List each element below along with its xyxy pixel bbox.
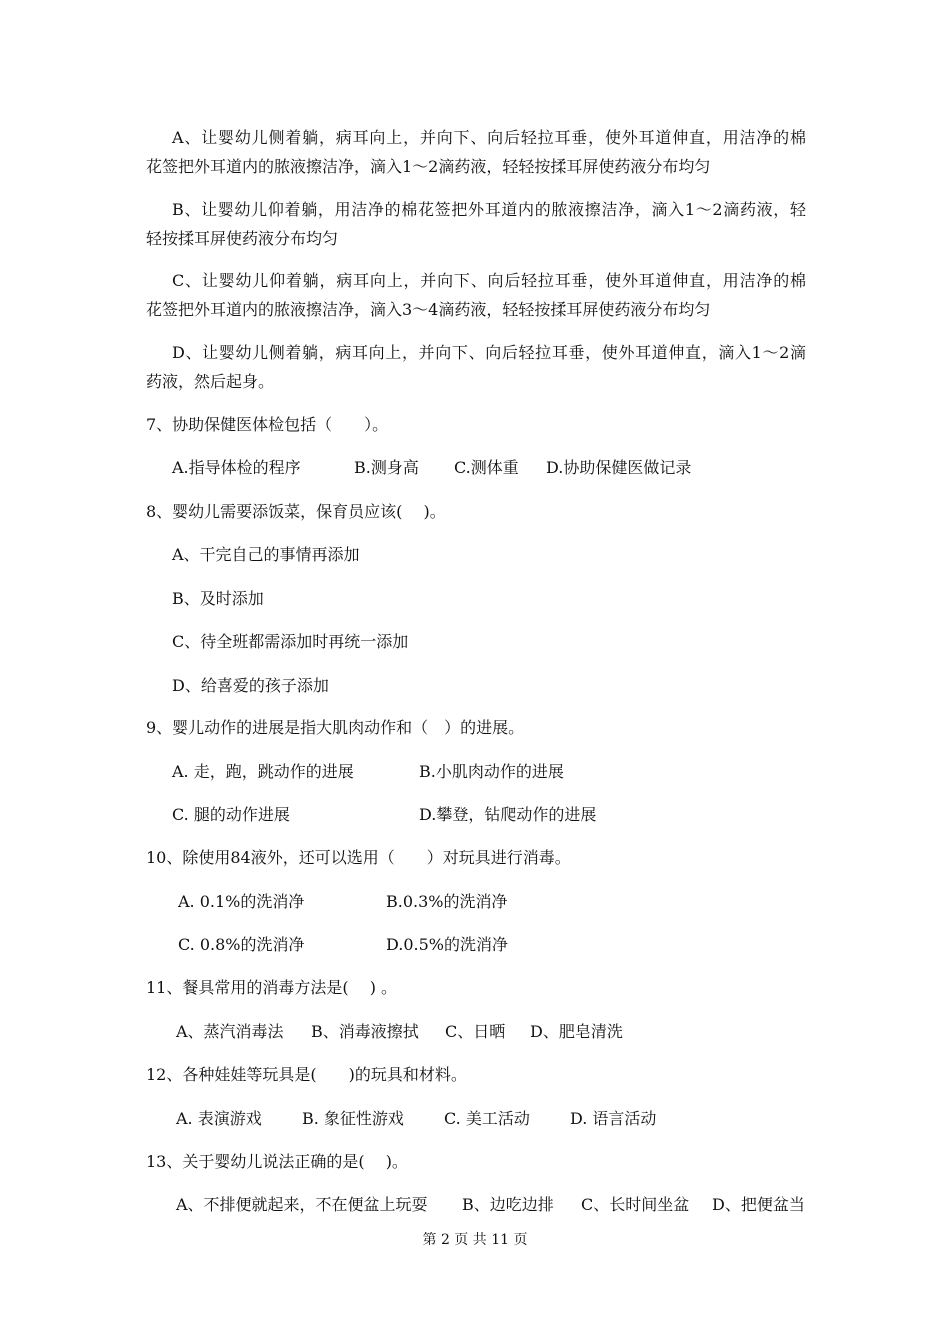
q8-option-d: D、给喜爱的孩子添加	[172, 676, 329, 695]
q10-stem: 10、除使用84液外，还可以选用（ ）对玩具进行消毒。	[146, 848, 571, 867]
q13-option-c: C、长时间坐盆	[581, 1195, 690, 1214]
q6-option-a-line2: 花签把外耳道内的脓液擦洁净，滴入1～2滴药液，轻轻按揉耳屏使药液分布均匀	[146, 157, 711, 176]
q11-stem: 11、餐具常用的消毒方法是( ) 。	[146, 978, 398, 997]
q8-option-a: A、干完自己的事情再添加	[172, 545, 360, 564]
q11-option-a: A、蒸汽消毒法	[176, 1022, 284, 1041]
q9-option-d: D.攀登，钻爬动作的进展	[419, 805, 597, 824]
q9-option-b: B.小肌肉动作的进展	[419, 762, 564, 781]
q6-option-b-line1: B、让婴幼儿仰着躺，用洁净的棉花签把外耳道内的脓液擦洁净，滴入1～2滴药液，轻	[172, 200, 806, 219]
q9-option-a: A. 走，跑，跳动作的进展	[172, 762, 354, 781]
q7-option-d: D.协助保健医做记录	[546, 458, 692, 477]
q12-option-d: D. 语言活动	[570, 1109, 657, 1128]
q11-option-d: D、肥皂清洗	[530, 1022, 623, 1041]
q10-option-c: C. 0.8%的洗消净	[178, 935, 305, 954]
q8-option-c: C、待全班都需添加时再统一添加	[172, 632, 409, 651]
q7-option-c: C.测体重	[454, 458, 519, 477]
q6-option-d-line1: D、让婴幼儿侧着躺，病耳向上，并向下、向后轻拉耳垂，使外耳道伸直，滴入1～2滴	[172, 343, 806, 362]
q10-option-b: B.0.3%的洗消净	[386, 892, 508, 911]
q13-option-d: D、把便盆当	[712, 1195, 805, 1214]
q6-option-a-line1: A、让婴幼儿侧着躺，病耳向上，并向下、向后轻拉耳垂，使外耳道伸直，用洁净的棉	[172, 128, 806, 147]
q7-stem: 7、协助保健医体检包括（ ）。	[146, 415, 389, 434]
q6-option-c-line2: 花签把外耳道内的脓液擦洁净，滴入3～4滴药液，轻轻按揉耳屏使药液分布均匀	[146, 300, 711, 319]
q6-option-c-line1: C、让婴幼儿仰着躺，病耳向上，并向下、向后轻拉耳垂，使外耳道伸直，用洁净的棉	[172, 271, 806, 290]
q8-option-b: B、及时添加	[172, 589, 264, 608]
q10-option-a: A. 0.1%的洗消净	[178, 892, 305, 911]
q13-option-a: A、不排便就起来，不在便盆上玩耍	[176, 1195, 428, 1214]
q9-stem: 9、婴儿动作的进展是指大肌肉动作和（ ）的进展。	[146, 718, 525, 737]
q12-option-c: C. 美工活动	[444, 1109, 530, 1128]
q12-stem: 12、各种娃娃等玩具是( )的玩具和材料。	[146, 1065, 467, 1084]
q13-stem: 13、关于婴幼儿说法正确的是( )。	[146, 1152, 408, 1171]
q12-option-a: A. 表演游戏	[176, 1109, 262, 1128]
q8-stem: 8、婴幼儿需要添饭菜，保育员应该( )。	[146, 502, 446, 521]
q12-option-b: B. 象征性游戏	[302, 1109, 404, 1128]
q11-option-b: B、消毒液擦拭	[311, 1022, 419, 1041]
q6-option-b-line2: 轻按揉耳屏使药液分布均匀	[146, 229, 339, 248]
q6-option-d-line2: 药液，然后起身。	[146, 372, 275, 391]
q10-option-d: D.0.5%的洗消净	[386, 935, 508, 954]
q7-option-b: B.测身高	[354, 458, 419, 477]
q13-option-b: B、边吃边排	[462, 1195, 554, 1214]
page-number-footer: 第 2 页 共 11 页	[422, 1232, 528, 1248]
q11-option-c: C、日晒	[445, 1022, 506, 1041]
q7-option-a: A.指导体检的程序	[172, 458, 301, 477]
q9-option-c: C. 腿的动作进展	[172, 805, 290, 824]
